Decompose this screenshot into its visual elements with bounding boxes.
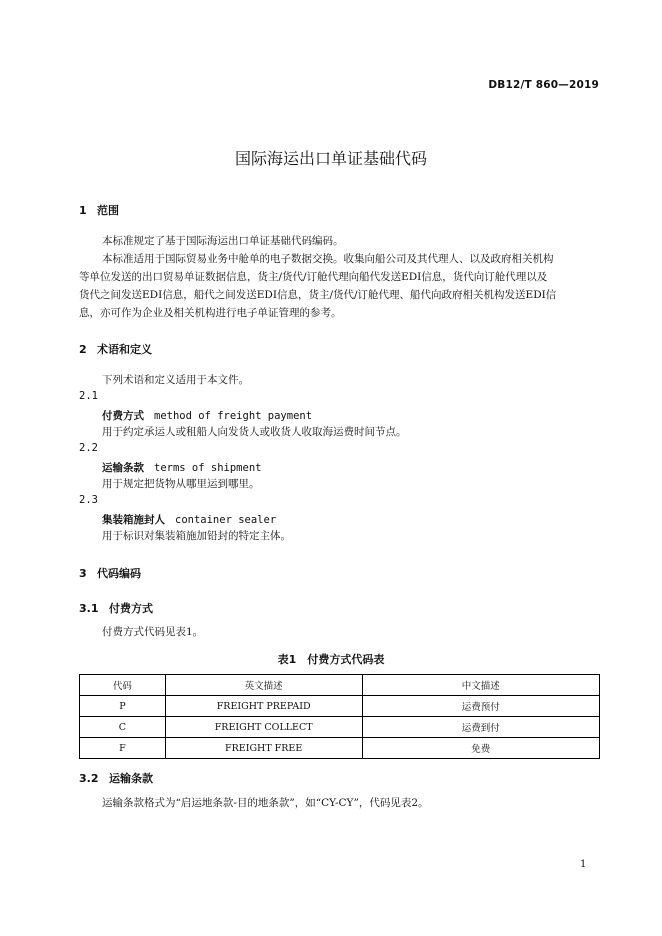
paragraph: 运输条款格式为“启运地条款-目的地条款”，如“CY-CY”，代码见表2。: [102, 797, 429, 809]
column-header: 英文描述: [165, 675, 362, 696]
paragraph: 付费方式代码见表1。: [102, 626, 204, 638]
paragraph-line: 息，亦可作为企业及相关机构进行电子单证管理的参考。: [79, 307, 342, 319]
table-caption: 表1 付费方式代码表: [277, 653, 385, 666]
table-row: [80, 717, 600, 738]
page-number: 1: [580, 859, 587, 870]
table-cell: FREIGHT PREPAID: [165, 696, 362, 717]
table-cell: F: [80, 738, 166, 759]
table-cell: FREIGHT COLLECT: [165, 717, 362, 738]
term-definition: 用于约定承运人或租船人向发货人或收货人收取海运费时间节点。: [102, 426, 407, 438]
paragraph-line: 本标准适用于国际贸易业务中舱单的电子数据交换。收集向船公司及其代理人、以及政府相关机构: [102, 253, 554, 265]
subsection-title: 付费方式: [109, 602, 153, 615]
term-definition: 用于标识对集装箱施加铅封的特定主体。: [102, 530, 291, 542]
column-header: 中文描述: [362, 675, 600, 696]
table-header-row: [80, 675, 600, 696]
table-cell: 运费预付: [362, 696, 600, 717]
subsection-number: 3.2: [79, 772, 99, 785]
table-cell: C: [80, 717, 166, 738]
subsection-3-2-heading: [79, 770, 153, 786]
table-cell: P: [80, 696, 166, 717]
term-title: [102, 408, 312, 423]
table-row: [80, 738, 600, 759]
paragraph: 下列术语和定义适用于本文件。: [102, 374, 249, 386]
paragraph-line: 货代之间发送EDI信息，船代之间发送EDI信息，货主/货代/订舱代理、船代向政府相关机构发送EDI信: [79, 289, 557, 301]
section-number: 3: [79, 567, 87, 580]
section-number: 1: [79, 204, 87, 217]
section-1-heading: [79, 202, 119, 218]
term-title: [102, 512, 276, 527]
section-title: 术语和定义: [97, 343, 152, 356]
term-cn: 运输条款: [102, 462, 144, 474]
term-cn: 集装箱施封人: [102, 514, 165, 526]
term-en: method of freight payment: [154, 410, 313, 422]
term-en: terms of shipment: [154, 462, 262, 474]
section-title: 范围: [97, 204, 119, 217]
term-number: 2.3: [79, 494, 98, 506]
subsection-title: 运输条款: [109, 772, 153, 785]
section-title: 代码编码: [97, 567, 141, 580]
table-cell: 运费到付: [362, 717, 600, 738]
subsection-3-1-heading: [79, 600, 153, 616]
term-number: 2.1: [79, 390, 98, 402]
section-number: 2: [79, 343, 87, 356]
page-title: 国际海运出口单证基础代码: [234, 149, 427, 168]
term-cn: 付费方式: [102, 410, 144, 422]
paragraph: 本标准规定了基于国际海运出口单证基础代码编码。: [102, 235, 344, 247]
term-en: container sealer: [175, 514, 277, 526]
payment-code-table: [79, 674, 600, 759]
term-title: [102, 460, 261, 475]
section-3-heading: [79, 565, 141, 581]
section-2-heading: [79, 341, 152, 357]
paragraph-line: 等单位发送的出口贸易单证数据信息，货主/货代/订舱代理向船代发送EDI信息，货代向订舱代理以及: [79, 271, 548, 283]
term-number: 2.2: [79, 442, 98, 454]
table-cell: 免费: [362, 738, 600, 759]
standard-code: DB12/T 860—2019: [488, 79, 599, 91]
subsection-number: 3.1: [79, 602, 99, 615]
table-row: [80, 696, 600, 717]
table-cell: FREIGHT FREE: [165, 738, 362, 759]
column-header: 代码: [80, 675, 166, 696]
term-definition: 用于规定把货物从哪里运到哪里。: [102, 478, 260, 490]
